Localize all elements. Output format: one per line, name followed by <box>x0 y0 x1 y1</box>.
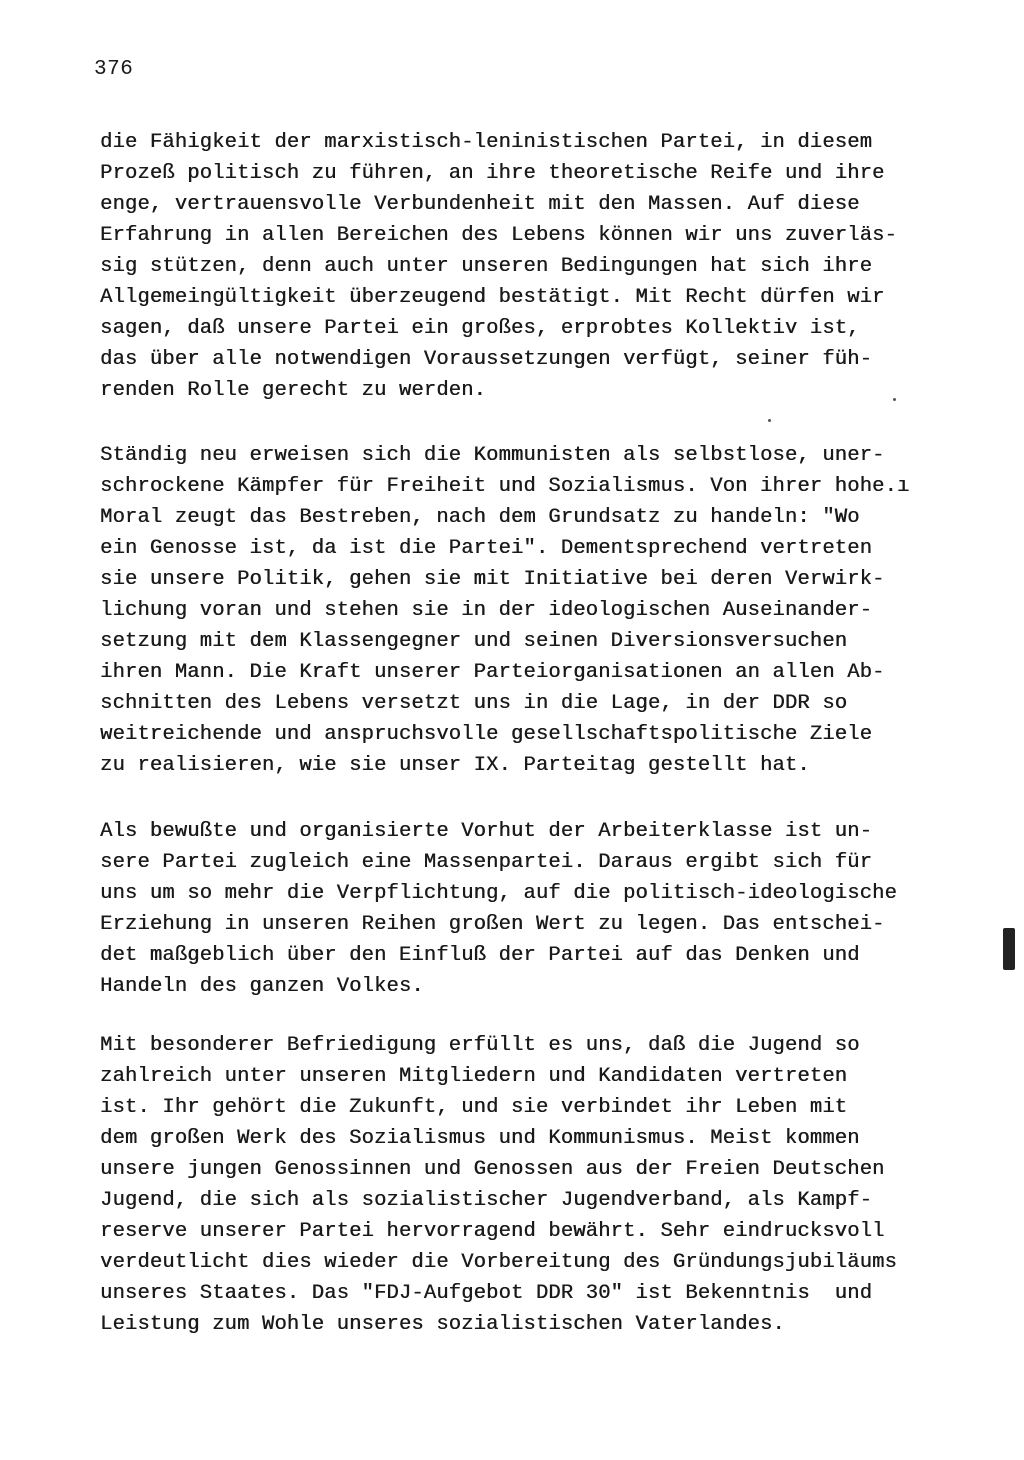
text-line: sig stützen, denn auch unter unseren Bedingungen hat sich ihre <box>100 255 873 278</box>
paragraph-3 <box>100 816 920 1002</box>
text-line: schrockene Kämpfer für Freiheit und Sozialismus. Von ihrer hohe.ı <box>100 475 910 498</box>
text-line: Handeln des ganzen Volkes. <box>100 975 424 998</box>
paragraph-4 <box>100 1030 920 1340</box>
scan-margin-mark <box>1003 928 1015 970</box>
text-line: unseres Staates. Das "FDJ-Aufgebot DDR 30" ist Bekenntnis und <box>100 1282 873 1305</box>
text-line: weitreichende und anspruchsvolle gesellschaftspolitische Ziele <box>100 723 873 746</box>
text-line: Erziehung in unseren Reihen großen Wert zu legen. Das entschei- <box>100 913 885 936</box>
text-line: Ständig neu erweisen sich die Kommunisten als selbstlose, uner- <box>100 444 885 467</box>
scan-speck <box>768 419 771 422</box>
paragraph-1 <box>100 127 920 406</box>
text-line: Jugend, die sich als sozialistischer Jugendverband, als Kampf- <box>100 1189 873 1212</box>
paragraph-2 <box>100 440 920 781</box>
text-line: sie unsere Politik, gehen sie mit Initiative bei deren Verwirk- <box>100 568 885 591</box>
text-line: zahlreich unter unseren Mitgliedern und Kandidaten vertreten <box>100 1065 848 1088</box>
text-line: das über alle notwendigen Voraussetzungen verfügt, seiner füh- <box>100 348 873 371</box>
text-line: lichung voran und stehen sie in der ideologischen Auseinander- <box>100 599 873 622</box>
text-line: Erfahrung in allen Bereichen des Lebens können wir uns zuverläs- <box>100 224 897 247</box>
page-number: 376 <box>94 58 134 81</box>
text-line: det maßgeblich über den Einfluß der Partei auf das Denken und <box>100 944 860 967</box>
text-line: schnitten des Lebens versetzt uns in die Lage, in der DDR so <box>100 692 848 715</box>
text-line: setzung mit dem Klassengegner und seinen Diversionsversuchen <box>100 630 848 653</box>
text-line: ihren Mann. Die Kraft unserer Parteiorganisationen an allen Ab- <box>100 661 885 684</box>
text-line: unsere jungen Genossinnen und Genossen aus der Freien Deutschen <box>100 1158 885 1181</box>
text-line: Mit besonderer Befriedigung erfüllt es uns, daß die Jugend so <box>100 1034 860 1057</box>
text-line: enge, vertrauensvolle Verbundenheit mit den Massen. Auf diese <box>100 193 860 216</box>
text-line: Prozeß politisch zu führen, an ihre theoretische Reife und ihre <box>100 162 885 185</box>
text-line: Allgemeingültigkeit überzeugend bestätigt. Mit Recht dürfen wir <box>100 286 885 309</box>
text-line: die Fähigkeit der marxistisch-leninistischen Partei, in diesem <box>100 131 873 154</box>
scan-speck <box>893 398 896 401</box>
text-line: ist. Ihr gehört die Zukunft, und sie verbindet ihr Leben mit <box>100 1096 848 1119</box>
text-line: Moral zeugt das Bestreben, nach dem Grundsatz zu handeln: "Wo <box>100 506 860 529</box>
text-line: sagen, daß unsere Partei ein großes, erprobtes Kollektiv ist, <box>100 317 860 340</box>
text-line: dem großen Werk des Sozialismus und Kommunismus. Meist kommen <box>100 1127 860 1150</box>
text-line: reserve unserer Partei hervorragend bewährt. Sehr eindrucksvoll <box>100 1220 885 1243</box>
text-line: Als bewußte und organisierte Vorhut der Arbeiterklasse ist un- <box>100 820 873 843</box>
text-line: ein Genosse ist, da ist die Partei". Dementsprechend vertreten <box>100 537 873 560</box>
text-line: zu realisieren, wie sie unser IX. Parteitag gestellt hat. <box>100 754 810 777</box>
text-line: renden Rolle gerecht zu werden. <box>100 379 487 402</box>
text-line: verdeutlicht dies wieder die Vorbereitung des Gründungsjubiläums <box>100 1251 897 1274</box>
text-line: uns um so mehr die Verpflichtung, auf die politisch-ideologische <box>100 882 897 905</box>
text-line: sere Partei zugleich eine Massenpartei. Daraus ergibt sich für <box>100 851 873 874</box>
text-line: Leistung zum Wohle unseres sozialistischen Vaterlandes. <box>100 1313 785 1336</box>
